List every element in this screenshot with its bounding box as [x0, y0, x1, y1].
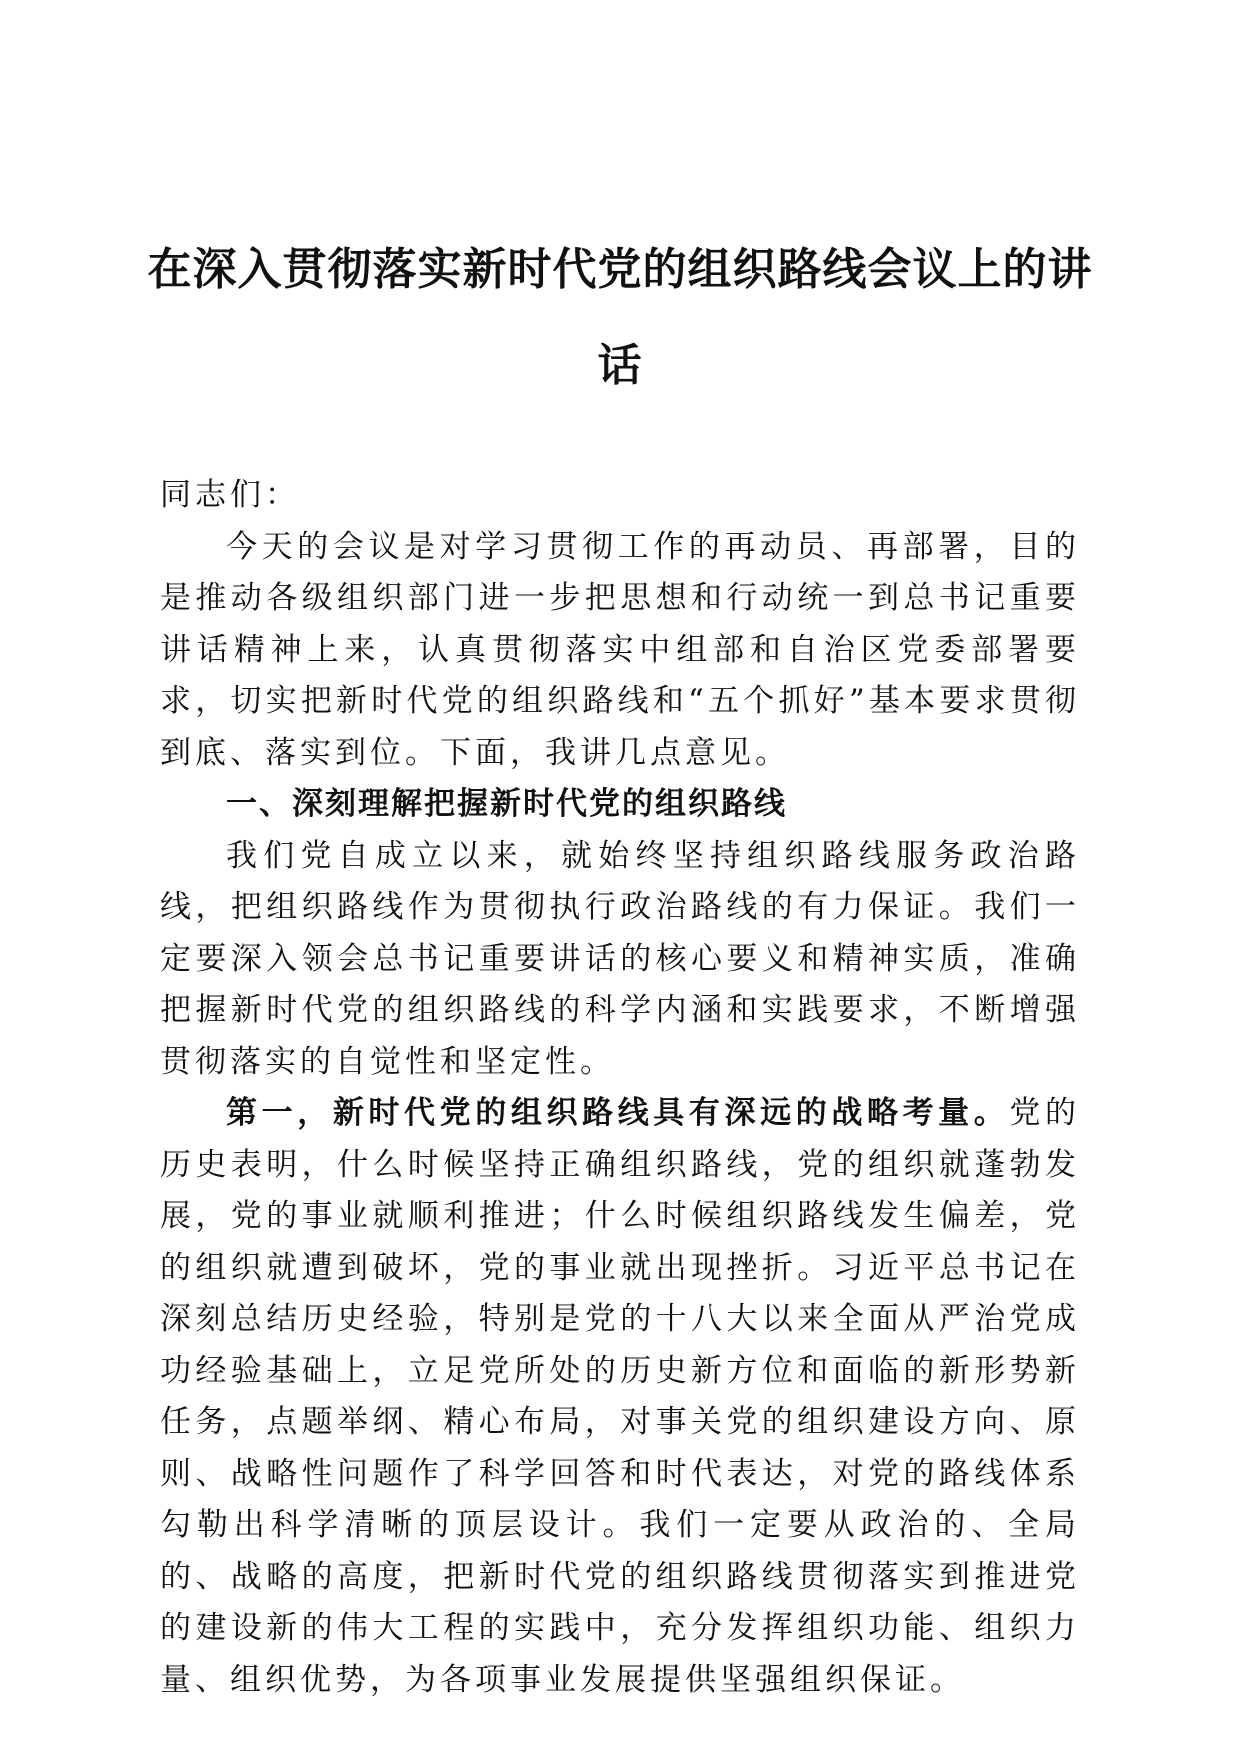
document-body — [160, 470, 1080, 1706]
document-title: 在深入贯彻落实新时代党的组织路线会议上的讲话 — [147, 244, 1093, 391]
intro-paragraph: 今天的会议是对学习贯彻工作的再动员、再部署，目的是推动各级组织部门进一步把思想和行动统一到总书记重要讲话精神上来，认真贯彻落实中组部和自治区党委部署要求，切实把新时代党的组织路线和“五个抓好”基本要求贯彻到底、落实到位。下面，我讲几点意见。 — [160, 528, 1080, 771]
salutation: 同志们： — [160, 477, 300, 513]
section-heading-1: 一、深刻理解把握新时代党的组织路线 — [226, 786, 787, 822]
point1-lead: 第一，新时代党的组织路线具有深远的战略考量。 — [226, 1095, 1010, 1131]
point1-paragraph — [160, 1088, 1080, 1706]
point1-body: 党的历史表明，什么时候坚持正确组织路线，党的组织就蓬勃发展，党的事业就顺利推进；什么时候组织路线发生偏差，党的组织就遭到破坏，党的事业就出现挫折。习近平总书记在深刻总结历史经验，特别是党的十八大以来全面从严治党成功经验基础上，立足党所处的历史新方位和面临的新形势新任务，点题举纲、精心布局，对事关党的组织建设方向、原则、战略性问题作了科学回答和时代表达，对党的路线体系勾勒出科学清晰的顶层设计。我们一定要从政治的、全局的、战略的高度，把新时代党的组织路线贯彻落实到推进党的建设新的伟大工程的实践中，充分发挥组织功能、组织力量、组织优势，为各项事业发展提供坚强组织保证。 — [160, 1095, 1080, 1698]
section1-paragraph: 我们党自成立以来，就始终坚持组织路线服务政治路线，把组织路线作为贯彻执行政治路线的有力保证。我们一定要深入领会总书记重要讲话的核心要义和精神实质，准确把握新时代党的组织路线的科学内涵和实践要求，不断增强贯彻落实的自觉性和坚定性。 — [160, 837, 1080, 1080]
